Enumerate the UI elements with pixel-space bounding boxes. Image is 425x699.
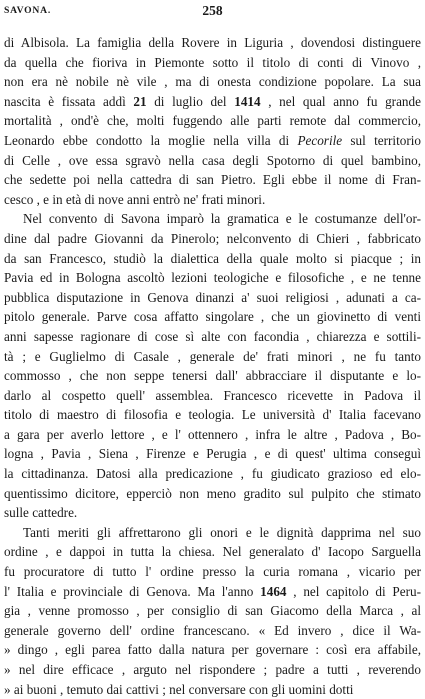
text-segment: tà ; e Guglielmo di Casale , generale de' frati minori , ne fu tanto xyxy=(4,348,421,364)
page-header xyxy=(4,3,421,21)
text-segment: sulle cattedre. xyxy=(4,505,78,521)
text-line xyxy=(4,92,421,112)
page-number: 258 xyxy=(202,3,223,18)
text-line xyxy=(4,640,421,660)
text-line xyxy=(4,386,421,406)
text-segment: Tanti meriti gli affrettarono gli onori e le dignità dapprima nel suo xyxy=(23,524,421,540)
text-line xyxy=(4,582,421,602)
text-segment: di Celle , ove essa sgravò nella casa degli Spotorno di quel bambino, xyxy=(4,152,421,168)
text-line xyxy=(4,190,421,210)
text-segment: dine dal padre Giovanni da Pinerolo; nelconvento di Chieri , fabbricato xyxy=(4,230,421,246)
text-line xyxy=(4,621,421,641)
text-line xyxy=(4,307,421,327)
text-segment: logna , Pavia , Siena , Firenze e Perugia , e di quest' ultima conseguì xyxy=(4,446,421,462)
text-segment: generale governo dell' ordine francescano. « Ed invero , dice il Wa- xyxy=(4,622,421,638)
text-line xyxy=(4,151,421,171)
text-segment: commosso , che non seppe tenersi dall' abbracciare il disputante e lo- xyxy=(4,368,421,384)
text-segment: che sedette poi nella cattedra di san Pietro. Egli ebbe il nome di Fran- xyxy=(4,172,421,188)
text-segment: ordine , e dappoi in tutta la chiesa. Nel generalato d' Iacopo Sarguella xyxy=(4,544,421,560)
text-segment: pitolo generale. Parve cosa affatto singolare , che un giovinetto di venti xyxy=(4,309,421,325)
bold-date: 21 xyxy=(133,93,147,109)
paragraph xyxy=(4,33,421,209)
text-segment: » nel dire efficace , arguto nel rispondere ; padre a tutti , reverendo xyxy=(4,662,421,677)
text-line xyxy=(4,53,421,73)
text-segment: da quella che fioriva in Piemonte sotto il titolo di conti di Vinovo , xyxy=(4,54,421,70)
text-line xyxy=(4,347,421,367)
text-segment: sul territorio xyxy=(342,132,421,148)
text-segment: , nel capitolo di Peru- xyxy=(286,583,421,599)
text-segment: » dingo , egli parea fatto dalla natura per governare : così era affabile, xyxy=(4,642,421,658)
text-segment: darlo al cospetto quell' assemblea. Francesco ricevette in Padova il xyxy=(4,387,421,403)
text-line xyxy=(4,484,421,504)
bold-date: 1414 xyxy=(234,93,261,109)
text-segment: da san Francesco, studiò la dialettica della quale molto si piacque ; in xyxy=(4,250,421,266)
text-line xyxy=(4,268,421,288)
text-line xyxy=(4,131,421,151)
text-line xyxy=(4,405,421,425)
text-segment: fu procuratore di tutto l' ordine presso la curia romana , vicario per xyxy=(4,564,421,580)
text-segment: nascita è fissata addì xyxy=(4,93,134,109)
text-segment: anni sapesse ragionare di cose sì alte con facondia , chiarezza e sottili- xyxy=(4,328,421,344)
text-segment: Leonardo ebbe condotto la moglie nella villa di xyxy=(4,132,298,148)
text-line xyxy=(4,72,421,92)
text-segment: mortalità , ond'è che, molti fuggendo alle parti remote dal commercio, xyxy=(4,113,421,129)
text-segment: non era nè nobile nè vile , ma di onesta condizione popolare. La sua xyxy=(4,74,421,90)
text-segment: titolo di maestro di filosofia e teologia. Le università d' Italia facevano xyxy=(4,407,421,423)
text-line xyxy=(4,425,421,445)
text-segment: pubblica disputazione in Genova dinanzi a' suoi religiosi , adunati a ca- xyxy=(4,289,421,305)
text-line xyxy=(4,660,421,680)
text-segment: di Albisola. La famiglia della Rovere in Liguria , dovendosi distinguere xyxy=(4,35,421,50)
text-segment: gia , venne promosso , per consiglio di san Giacomo della Marca , al xyxy=(4,603,421,619)
paragraph xyxy=(4,209,421,523)
text-line xyxy=(4,209,421,229)
body-text xyxy=(4,33,421,699)
text-segment: a gara per averlo lettore , e l' ottennero , infra le altre , Padova , Bo- xyxy=(4,426,421,442)
text-line xyxy=(4,680,421,699)
text-segment: Nel convento di Savona imparò la gramatica e le costumanze dell'or- xyxy=(23,211,421,227)
text-line xyxy=(4,249,421,269)
text-line xyxy=(4,562,421,582)
text-line xyxy=(4,366,421,386)
text-segment: la cittadinanza. Datosi alla predicazione , fu giudicato grazioso ed elo- xyxy=(4,466,421,482)
text-line xyxy=(4,542,421,562)
text-segment: , nel qual anno fu grande xyxy=(260,93,421,109)
text-line xyxy=(4,464,421,484)
italic-place-name: Pecorile xyxy=(297,132,343,148)
text-segment: quentissimo dicitore, epperciò non meno gradito sul pulpito che stimato xyxy=(4,485,421,501)
text-line xyxy=(4,288,421,308)
text-segment: l' Italia e provinciale di Genova. Ma l'anno xyxy=(4,583,261,599)
text-line xyxy=(4,444,421,464)
text-line xyxy=(4,523,421,543)
text-line xyxy=(4,33,421,53)
text-segment: » ai buoni , temuto dai cattivi ; nel conversare con gli uomini dotti xyxy=(4,681,354,697)
text-line xyxy=(4,327,421,347)
text-segment: di luglio del xyxy=(146,93,235,109)
paragraph xyxy=(4,523,421,699)
text-segment: cesco , e in età di nove anni entrò ne' frati minori. xyxy=(4,191,266,207)
text-line xyxy=(4,229,421,249)
running-head: SAVONA. xyxy=(4,5,52,16)
text-line xyxy=(4,111,421,131)
text-line xyxy=(4,503,421,523)
text-segment: Pavia ed in Bologna ascoltò lezioni teologiche e filosofiche , e ne tenne xyxy=(4,270,421,286)
text-line xyxy=(4,170,421,190)
bold-date: 1464 xyxy=(260,583,287,599)
text-line xyxy=(4,601,421,621)
